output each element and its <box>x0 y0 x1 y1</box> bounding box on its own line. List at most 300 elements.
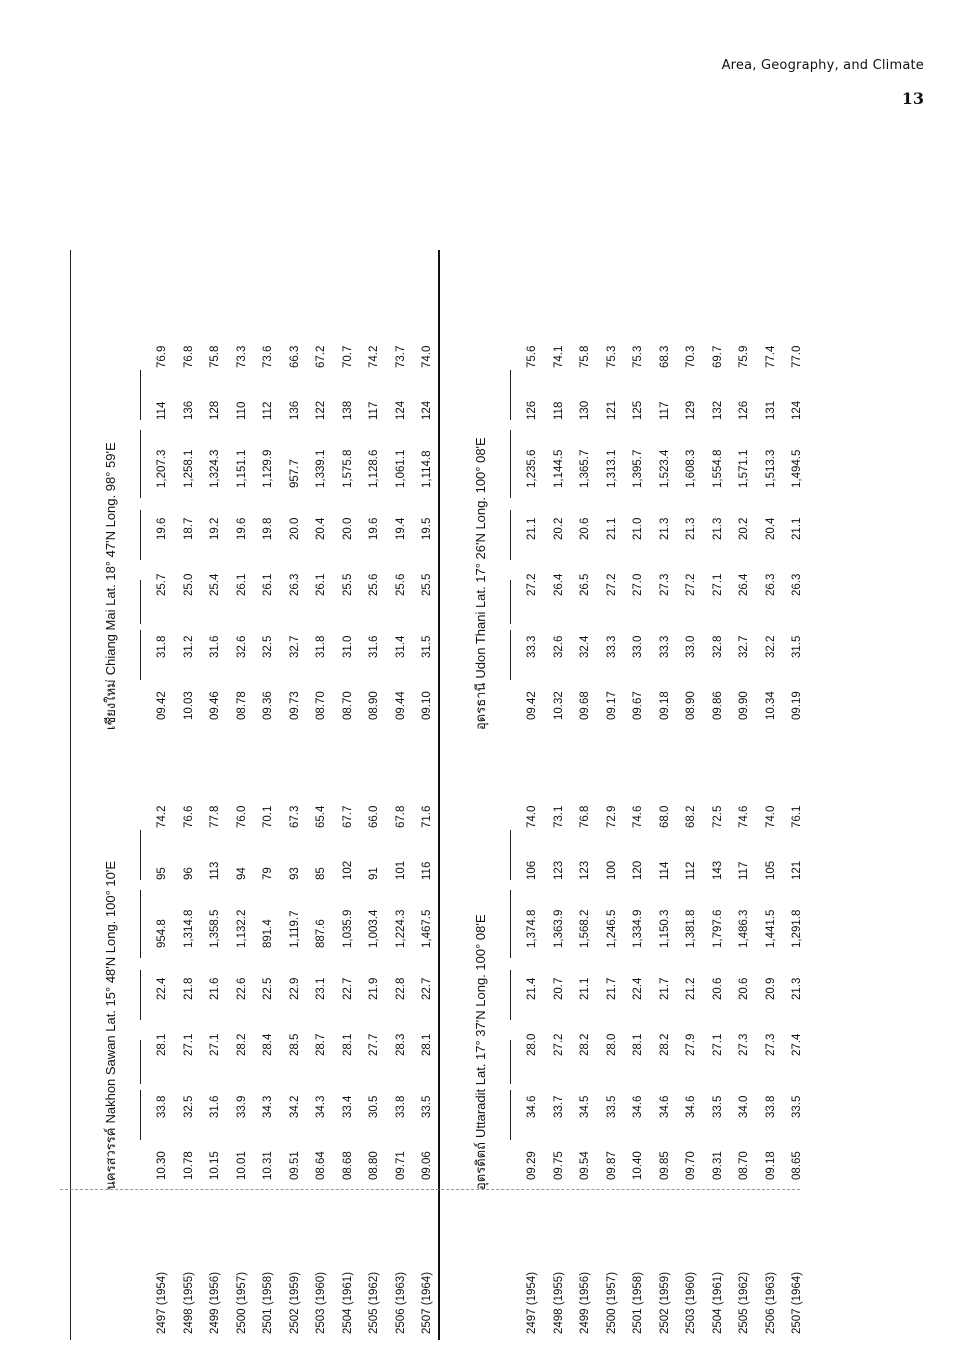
table-cell: 116 <box>421 861 433 880</box>
table-cell: 85 <box>315 867 327 880</box>
station-english-name: Chiang Mai Lat. 18° 47'N Long. 98° 59'E <box>103 442 118 676</box>
table-cell: 21.8 <box>182 977 195 1000</box>
table-cell: 110 <box>235 401 248 420</box>
table-cell: 33.5 <box>421 1095 433 1118</box>
table-cell: 28.1 <box>632 1033 644 1056</box>
table-cell: 1,365.7 <box>579 449 591 488</box>
table-cell: 74.1 <box>552 345 565 368</box>
table-cell: 102 <box>341 860 354 880</box>
table-cell: 09.10 <box>421 691 433 720</box>
table-cell: 31.0 <box>341 635 354 658</box>
table-cell: 117 <box>368 401 380 420</box>
header-rule <box>510 1040 511 1084</box>
table-cell: 76.6 <box>182 805 195 828</box>
header-rule <box>510 970 511 1020</box>
table-cell: 125 <box>632 400 644 420</box>
year-label: 2502 (1959) <box>658 1271 671 1334</box>
table-cell: 25.6 <box>394 573 407 596</box>
table-cell: 31.8 <box>156 635 168 658</box>
table-cell: 76.9 <box>156 345 168 368</box>
table-cell: 31.6 <box>368 635 380 658</box>
table-cell: 27.2 <box>605 573 618 596</box>
year-label: 2507 (1964) <box>791 1271 803 1334</box>
table-cell: 31.4 <box>394 635 407 658</box>
header-rule <box>140 1040 141 1084</box>
table-cell: 72.5 <box>711 805 724 828</box>
table-cell: 75.9 <box>738 345 750 368</box>
table-cell: 67.3 <box>288 805 301 828</box>
year-label: 2502 (1959) <box>288 1271 301 1334</box>
table-cell: 95 <box>156 867 168 880</box>
station-english-name: Uttaradit Lat. 17° 37'N Long. 100° 08'E <box>473 914 488 1138</box>
table-cell: 1,291.8 <box>791 909 803 948</box>
table-cell: 1,151.1 <box>235 449 248 488</box>
table-cell: 20.4 <box>315 517 327 540</box>
year-label: 2498 (1955) <box>552 1271 565 1334</box>
table-cell: 20.6 <box>738 977 750 1000</box>
table-cell: 75.8 <box>209 345 221 368</box>
table-cell: 21.1 <box>605 517 618 540</box>
year-divider <box>60 1189 800 1190</box>
table-cell: 19.6 <box>156 517 168 540</box>
table-cell: 09.85 <box>658 1151 671 1180</box>
table-cell: 27.1 <box>182 1033 195 1056</box>
table-cell: 22.7 <box>421 977 433 1000</box>
table-cell: 20.4 <box>764 517 777 540</box>
table-cell: 27.1 <box>209 1033 221 1056</box>
header-rule <box>140 510 141 560</box>
table-cell: 117 <box>658 401 671 420</box>
table-cell: 75.8 <box>579 345 591 368</box>
table-cell: 66.0 <box>368 805 380 828</box>
table-cell: 1,571.1 <box>738 449 750 488</box>
table-cell: 27.2 <box>552 1033 565 1056</box>
header-rule <box>510 430 511 498</box>
table-cell: 08.90 <box>685 691 697 720</box>
table-cell: 71.6 <box>421 805 433 828</box>
table-cell: 09.75 <box>552 1151 565 1180</box>
table-cell: 28.2 <box>658 1033 671 1056</box>
table-cell: 09.68 <box>579 691 591 720</box>
table-cell: 22.7 <box>341 977 354 1000</box>
table-cell: 1,235.6 <box>526 449 538 488</box>
table-cell: 20.6 <box>711 977 724 1000</box>
year-label: 2506 (1963) <box>764 1271 777 1334</box>
table-cell: 27.3 <box>764 1033 777 1056</box>
table-cell: 77.0 <box>791 345 803 368</box>
table-cell: 77.8 <box>209 805 221 828</box>
table-cell: 09.70 <box>685 1151 697 1180</box>
table-cell: 08.78 <box>235 691 248 720</box>
station-title <box>100 861 121 1190</box>
table-cell: 67.2 <box>315 345 327 368</box>
table-cell: 09.90 <box>738 691 750 720</box>
table-cell: 69.7 <box>711 345 724 368</box>
table-cell: 32.7 <box>738 635 750 658</box>
page-header <box>722 58 924 108</box>
table-cell: 09.17 <box>605 691 618 720</box>
table-cell: 31.2 <box>182 635 195 658</box>
table-cell: 1,258.1 <box>182 449 195 488</box>
table-cell: 954.8 <box>156 919 168 948</box>
table-cell: 136 <box>288 400 301 420</box>
table-cell: 32.5 <box>182 1095 195 1118</box>
table-cell: 130 <box>579 400 591 420</box>
middle-rule <box>438 250 440 1340</box>
page-number: 13 <box>901 89 924 108</box>
table-cell: 34.6 <box>526 1095 538 1118</box>
table-cell: 129 <box>685 400 697 420</box>
year-label: 2499 (1956) <box>209 1271 221 1334</box>
header-rule <box>140 430 141 498</box>
table-cell: 26.3 <box>791 573 803 596</box>
table-cell: 132 <box>711 400 724 420</box>
table-cell: 10.01 <box>235 1151 248 1180</box>
table-cell: 1,150.3 <box>658 909 671 948</box>
table-cell: 28.0 <box>526 1033 538 1056</box>
table-cell: 27.3 <box>738 1033 750 1056</box>
table-cell: 76.1 <box>791 805 803 828</box>
table-cell: 19.2 <box>209 517 221 540</box>
header-rule <box>140 970 141 1020</box>
table-cell: 20.2 <box>738 517 750 540</box>
table-cell: 74.6 <box>632 805 644 828</box>
table-cell: 34.0 <box>738 1095 750 1118</box>
table-cell: 10.32 <box>552 691 565 720</box>
table-cell: 32.7 <box>288 635 301 658</box>
table-cell: 113 <box>209 861 221 880</box>
table-cell: 73.6 <box>262 345 274 368</box>
table-cell: 26.4 <box>738 573 750 596</box>
table-cell: 121 <box>605 400 618 420</box>
table-cell: 09.71 <box>394 1151 407 1180</box>
table-cell: 08.70 <box>341 691 354 720</box>
table-cell: 31.6 <box>209 1095 221 1118</box>
table-cell: 18.7 <box>182 517 195 540</box>
year-label: 2504 (1961) <box>341 1271 354 1334</box>
table-cell: 75.3 <box>605 345 618 368</box>
table-cell: 21.3 <box>658 517 671 540</box>
header-rule <box>510 630 511 680</box>
table-cell: 10.78 <box>182 1151 195 1180</box>
table-cell: 32.8 <box>711 635 724 658</box>
top-rule <box>70 250 71 1340</box>
table-cell: 33.4 <box>341 1095 354 1118</box>
table-cell: 10.15 <box>209 1151 221 1180</box>
table-cell: 21.7 <box>658 977 671 1000</box>
table-cell: 34.6 <box>632 1095 644 1118</box>
table-cell: 1,224.3 <box>394 909 407 948</box>
table-cell: 08.70 <box>315 691 327 720</box>
table-cell: 33.0 <box>685 635 697 658</box>
table-cell: 1,035.9 <box>341 909 354 948</box>
station-thai-name: เชียงใหม่ <box>104 679 119 730</box>
table-cell: 73.3 <box>235 345 248 368</box>
table-cell: 72.9 <box>605 805 618 828</box>
table-cell: 76.8 <box>579 805 591 828</box>
table-cell: 114 <box>658 861 671 880</box>
table-cell: 73.7 <box>394 345 407 368</box>
table-cell: 31.8 <box>315 635 327 658</box>
table-cell: 28.1 <box>421 1033 433 1056</box>
table-cell: 123 <box>552 860 565 880</box>
table-cell: 09.42 <box>156 691 168 720</box>
table-cell: 120 <box>632 860 644 880</box>
year-label: 2501 (1958) <box>262 1271 274 1334</box>
station-title <box>100 442 121 730</box>
table-cell: 76.0 <box>235 805 248 828</box>
table-cell: 21.4 <box>526 977 538 1000</box>
table-cell: 20.7 <box>552 977 565 1000</box>
table-cell: 1,119.7 <box>288 910 301 948</box>
table-cell: 09.42 <box>526 691 538 720</box>
table-cell: 22.4 <box>632 977 644 1000</box>
header-rule <box>140 580 141 624</box>
station-thai-name: อุดรธานี <box>474 682 489 730</box>
table-cell: 27.4 <box>791 1033 803 1056</box>
table-cell: 27.7 <box>368 1033 380 1056</box>
table-cell: 1,381.8 <box>685 909 697 948</box>
table-cell: 1,003.4 <box>368 909 380 948</box>
year-label: 2497 (1954) <box>526 1271 538 1334</box>
table-cell: 19.8 <box>262 517 274 540</box>
table-cell: 1,334.9 <box>632 909 644 948</box>
station-english-name: Udon Thani Lat. 17° 26'N Long. 100° 08'E <box>473 437 488 679</box>
table-cell: 33.9 <box>235 1095 248 1118</box>
table-cell: 114 <box>156 401 168 420</box>
header-rule <box>510 1090 511 1140</box>
header-rule <box>510 580 511 624</box>
table-cell: 27.3 <box>658 573 671 596</box>
table-cell: 09.51 <box>288 1151 301 1180</box>
table-cell: 128 <box>209 400 221 420</box>
table-cell: 22.4 <box>156 977 168 1000</box>
running-title: Area, Geography, and Climate <box>721 58 924 73</box>
table-cell: 34.2 <box>288 1095 301 1118</box>
table-cell: 25.5 <box>341 573 354 596</box>
table-cell: 10.30 <box>156 1151 168 1180</box>
table-cell: 74.2 <box>368 345 380 368</box>
table-cell: 20.2 <box>552 517 565 540</box>
table-cell: 1,486.3 <box>738 909 750 948</box>
table-cell: 33.3 <box>526 635 538 658</box>
table-cell: 124 <box>791 400 803 420</box>
table-cell: 70.3 <box>685 345 697 368</box>
table-cell: 70.1 <box>262 805 274 828</box>
table-cell: 1,568.2 <box>579 909 591 948</box>
table-cell: 26.1 <box>262 573 274 596</box>
table-cell: 1,358.5 <box>209 909 221 948</box>
table-cell: 33.5 <box>791 1095 803 1118</box>
table-cell: 09.67 <box>632 691 644 720</box>
table-cell: 33.8 <box>156 1095 168 1118</box>
table-cell: 25.6 <box>368 573 380 596</box>
table-cell: 33.0 <box>632 635 644 658</box>
table-cell: 27.1 <box>711 1033 724 1056</box>
station-english-name: Nakhon Sawan Lat. 15° 48'N Long. 100° 10'E <box>103 860 118 1124</box>
table-cell: 09.31 <box>711 1151 724 1180</box>
table-cell: 124 <box>394 400 407 420</box>
table-cell: 74.0 <box>421 345 433 368</box>
header-rule <box>140 890 141 958</box>
table-cell: 131 <box>764 400 777 420</box>
table-cell: 91 <box>368 867 380 880</box>
year-label: 2504 (1961) <box>711 1271 724 1334</box>
table-cell: 21.2 <box>685 977 697 1000</box>
table-cell: 67.8 <box>394 805 407 828</box>
table-cell: 68.3 <box>658 345 671 368</box>
table-cell: 27.1 <box>711 573 724 596</box>
table-cell: 19.6 <box>368 517 380 540</box>
year-label: 2505 (1962) <box>738 1271 750 1334</box>
table-cell: 28.0 <box>605 1033 618 1056</box>
table-cell: 26.1 <box>315 573 327 596</box>
year-label: 2498 (1955) <box>182 1271 195 1334</box>
table-cell: 70.7 <box>341 345 354 368</box>
table-cell: 112 <box>685 861 697 880</box>
table-cell: 94 <box>235 867 248 880</box>
table-cell: 34.6 <box>658 1095 671 1118</box>
table-cell: 66.3 <box>288 345 301 368</box>
table-cell: 1,314.8 <box>182 909 195 948</box>
table-cell: 10.40 <box>632 1151 644 1180</box>
table-cell: 28.4 <box>262 1033 274 1056</box>
table-cell: 32.6 <box>235 635 248 658</box>
table-cell: 09.06 <box>421 1151 433 1180</box>
table-cell: 25.7 <box>156 573 168 596</box>
table-cell: 96 <box>182 867 195 880</box>
table-cell: 73.1 <box>552 805 565 828</box>
table-cell: 25.4 <box>209 573 221 596</box>
table-cell: 34.3 <box>315 1095 327 1118</box>
table-cell: 08.65 <box>791 1151 803 1180</box>
table-cell: 65.4 <box>315 805 327 828</box>
table-cell: 1,374.8 <box>526 909 538 948</box>
table-cell: 1,575.8 <box>341 449 354 488</box>
table-cell: 67.7 <box>341 805 354 828</box>
table-cell: 09.87 <box>605 1151 618 1180</box>
table-cell: 08.70 <box>738 1151 750 1180</box>
table-cell: 75.3 <box>632 345 644 368</box>
table-cell: 28.7 <box>315 1033 327 1056</box>
header-rule <box>140 370 141 420</box>
table-cell: 25.0 <box>182 573 195 596</box>
table-cell: 33.8 <box>394 1095 407 1118</box>
table-cell: 124 <box>421 400 433 420</box>
table-cell: 21.3 <box>711 517 724 540</box>
station-thai-name: นครสวรรค์ <box>104 1127 119 1190</box>
table-cell: 1,324.3 <box>209 449 221 488</box>
station-title <box>470 437 491 730</box>
table-cell: 28.5 <box>288 1033 301 1056</box>
table-cell: 138 <box>341 400 354 420</box>
header-rule <box>140 1090 141 1140</box>
table-cell: 22.5 <box>262 977 274 1000</box>
table-cell: 1,494.5 <box>791 449 803 488</box>
table-cell: 887.6 <box>315 919 327 948</box>
table-cell: 126 <box>526 400 538 420</box>
table-cell: 118 <box>552 401 565 420</box>
station-title <box>470 914 491 1190</box>
table-cell: 34.5 <box>579 1095 591 1118</box>
year-label: 2503 (1960) <box>315 1271 327 1334</box>
table-cell: 10.34 <box>764 691 777 720</box>
table-cell: 26.3 <box>764 573 777 596</box>
table-cell: 21.9 <box>368 977 380 1000</box>
table-cell: 26.3 <box>288 573 301 596</box>
table-cell: 1,061.1 <box>394 449 407 488</box>
table-cell: 28.2 <box>235 1033 248 1056</box>
table-cell: 20.9 <box>764 977 777 1000</box>
table-cell: 28.1 <box>156 1033 168 1056</box>
table-cell: 1,363.9 <box>552 909 565 948</box>
table-cell: 28.3 <box>394 1033 407 1056</box>
table-cell: 1,797.6 <box>711 909 724 948</box>
table-cell: 21.7 <box>605 977 618 1000</box>
table-cell: 10.03 <box>182 691 195 720</box>
table-cell: 76.8 <box>182 345 195 368</box>
table-cell: 21.1 <box>791 517 803 540</box>
table-cell: 31.6 <box>209 635 221 658</box>
table-cell: 1,313.1 <box>605 449 618 488</box>
table-cell: 27.9 <box>685 1033 697 1056</box>
table-cell: 1,128.6 <box>368 449 380 488</box>
table-cell: 08.64 <box>315 1151 327 1180</box>
table-cell: 21.1 <box>526 517 538 540</box>
table-cell: 1,207.3 <box>156 449 168 488</box>
table-cell: 105 <box>764 860 777 880</box>
table-cell: 32.4 <box>579 635 591 658</box>
table-cell: 117 <box>738 861 750 880</box>
table-cell: 09.18 <box>764 1151 777 1180</box>
table-cell: 1,395.7 <box>632 449 644 488</box>
table-cell: 68.2 <box>685 805 697 828</box>
table-cell: 101 <box>394 860 407 880</box>
table-cell: 09.18 <box>658 691 671 720</box>
table-cell: 21.6 <box>209 977 221 1000</box>
table-cell: 1,467.5 <box>421 909 433 948</box>
table-cell: 33.7 <box>552 1095 565 1118</box>
table-cell: 74.2 <box>156 805 168 828</box>
table-cell: 09.86 <box>711 691 724 720</box>
table-cell: 21.3 <box>791 977 803 1000</box>
table-cell: 79 <box>262 867 274 880</box>
table-cell: 08.90 <box>368 691 380 720</box>
table-cell: 09.54 <box>579 1151 591 1180</box>
header-rule <box>510 890 511 958</box>
table-cell: 28.1 <box>341 1033 354 1056</box>
table-cell: 1,523.4 <box>658 449 671 488</box>
table-cell: 08.80 <box>368 1151 380 1180</box>
table-cell: 31.5 <box>791 635 803 658</box>
table-cell: 33.5 <box>605 1095 618 1118</box>
table-cell: 33.5 <box>711 1095 724 1118</box>
table-cell: 121 <box>791 860 803 880</box>
table-cell: 1,441.5 <box>764 909 777 948</box>
table-cell: 09.29 <box>526 1151 538 1180</box>
table-cell: 74.0 <box>526 805 538 828</box>
table-cell: 27.2 <box>526 573 538 596</box>
table-cell: 19.5 <box>421 517 433 540</box>
table-cell: 22.9 <box>288 977 301 1000</box>
year-label: 2506 (1963) <box>394 1271 407 1334</box>
table-cell: 143 <box>711 860 724 880</box>
year-label: 2505 (1962) <box>368 1271 380 1334</box>
table-cell: 957.7 <box>288 459 301 488</box>
table-cell: 27.0 <box>632 573 644 596</box>
table-cell: 20.6 <box>579 517 591 540</box>
table-cell: 1,132.2 <box>235 909 248 948</box>
